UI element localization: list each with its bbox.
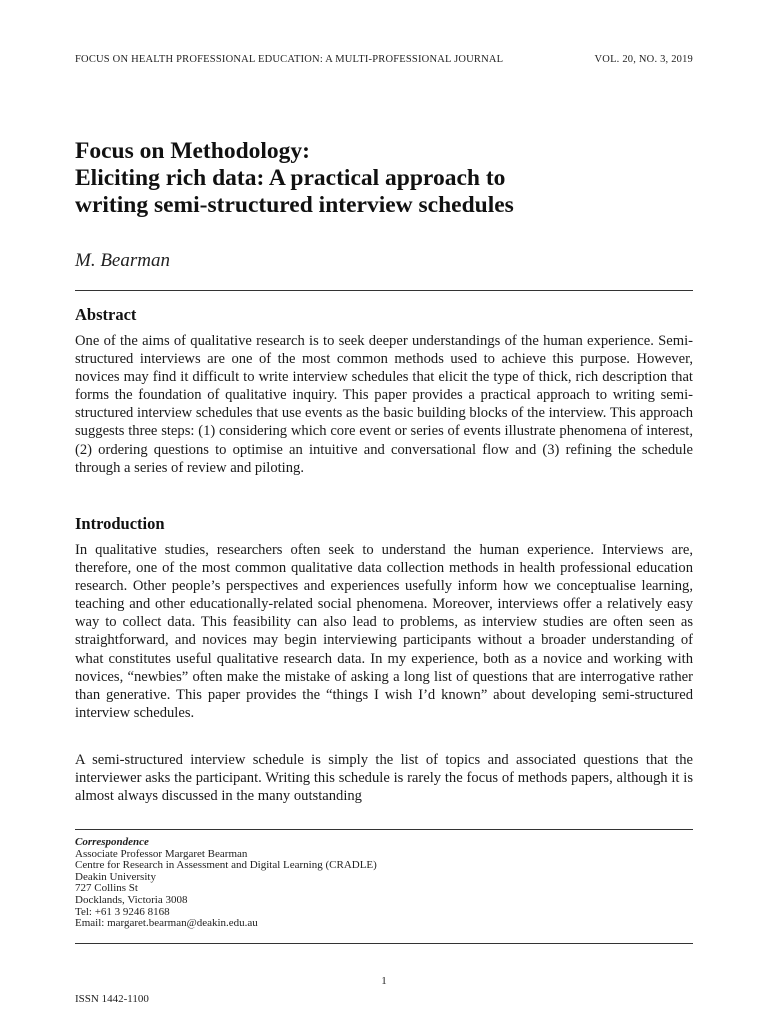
title-line-1: Focus on Methodology: bbox=[75, 138, 310, 164]
correspondence-divider-top bbox=[75, 829, 693, 830]
title-line-2: Eliciting rich data: A practical approach to bbox=[75, 165, 506, 191]
correspondence-heading: Correspondence bbox=[75, 836, 149, 848]
introduction-paragraph-1: In qualitative studies, researchers often seek to understand the human experience. Interviews are, therefore, one of the most common qualitative data collection methods in health professional education research. Other people’s perspectives and experiences usefully inform how we conceptualise learning, teaching and other educationally-related social phenomena. Moreover, interviews offer a relatively easy way to collect data. This feasibility can also lead to problems, as interview studies are often seen as straightforward, and novices may begin interviewing participants without a broader understanding of what constitutes useful qualitative research data. In my experience, both as a novice and working with novices, “newbies” often make the mistake of asking a long list of questions that are interrogative rather than generative. This paper provides the “things I wish I’d known” about developing semi-structured interview schedules. bbox=[75, 542, 693, 721]
correspondence-line: Tel: +61 3 9246 8168 bbox=[75, 905, 170, 918]
correspondence-email: Email: margaret.bearman@deakin.edu.au bbox=[75, 917, 258, 930]
introduction-heading: Introduction bbox=[75, 514, 165, 533]
page-number: 1 bbox=[381, 975, 387, 987]
correspondence-line: Centre for Research in Assessment and Digital Learning (CRADLE) bbox=[75, 859, 377, 872]
running-header bbox=[75, 54, 693, 65]
title-divider bbox=[75, 290, 693, 291]
article-title bbox=[75, 138, 708, 219]
abstract-heading: Abstract bbox=[75, 305, 137, 324]
issn: ISSN 1442-1100 bbox=[75, 993, 149, 1005]
journal-name: FOCUS ON HEALTH PROFESSIONAL EDUCATION: A MULTI-PROFESSIONAL JOURNAL bbox=[75, 54, 504, 65]
correspondence-divider-bottom bbox=[75, 943, 693, 944]
introduction-paragraph-2: A semi-structured interview schedule is simply the list of topics and associated questions that the interviewer asks the participant. Writing this schedule is rarely the focus of methods papers, although it is almost always discussed in the many outstanding bbox=[75, 752, 693, 805]
correspondence-line: 727 Collins St bbox=[75, 882, 138, 895]
correspondence-line: Associate Professor Margaret Bearman bbox=[75, 847, 248, 860]
volume-issue: VOL. 20, NO. 3, 2019 bbox=[594, 54, 693, 65]
correspondence-line: Docklands, Victoria 3008 bbox=[75, 893, 188, 906]
title-line-3: writing semi-structured interview schedules bbox=[75, 192, 514, 218]
correspondence-block bbox=[75, 837, 377, 930]
author-name: M. Bearman bbox=[75, 250, 170, 271]
abstract-text: One of the aims of qualitative research is to seek deeper understandings of the human experience. Semi-structured interviews are one of the most common methods used to achieve this purpose. However, novices may find it difficult to write interview schedules that elicit the type of thick, rich description that forms the foundation of qualitative inquiry. This paper provides a practical approach to writing semi-structured interview schedules that use events as the basic building blocks of the interview. This approach suggests three steps: (1) considering which core event or series of events illustrate phenomena of interest, (2) ordering questions to optimise an intuitive and conversational flow and (3) refining the schedule through a series of review and piloting. bbox=[75, 333, 693, 476]
correspondence-line: Deakin University bbox=[75, 870, 156, 883]
